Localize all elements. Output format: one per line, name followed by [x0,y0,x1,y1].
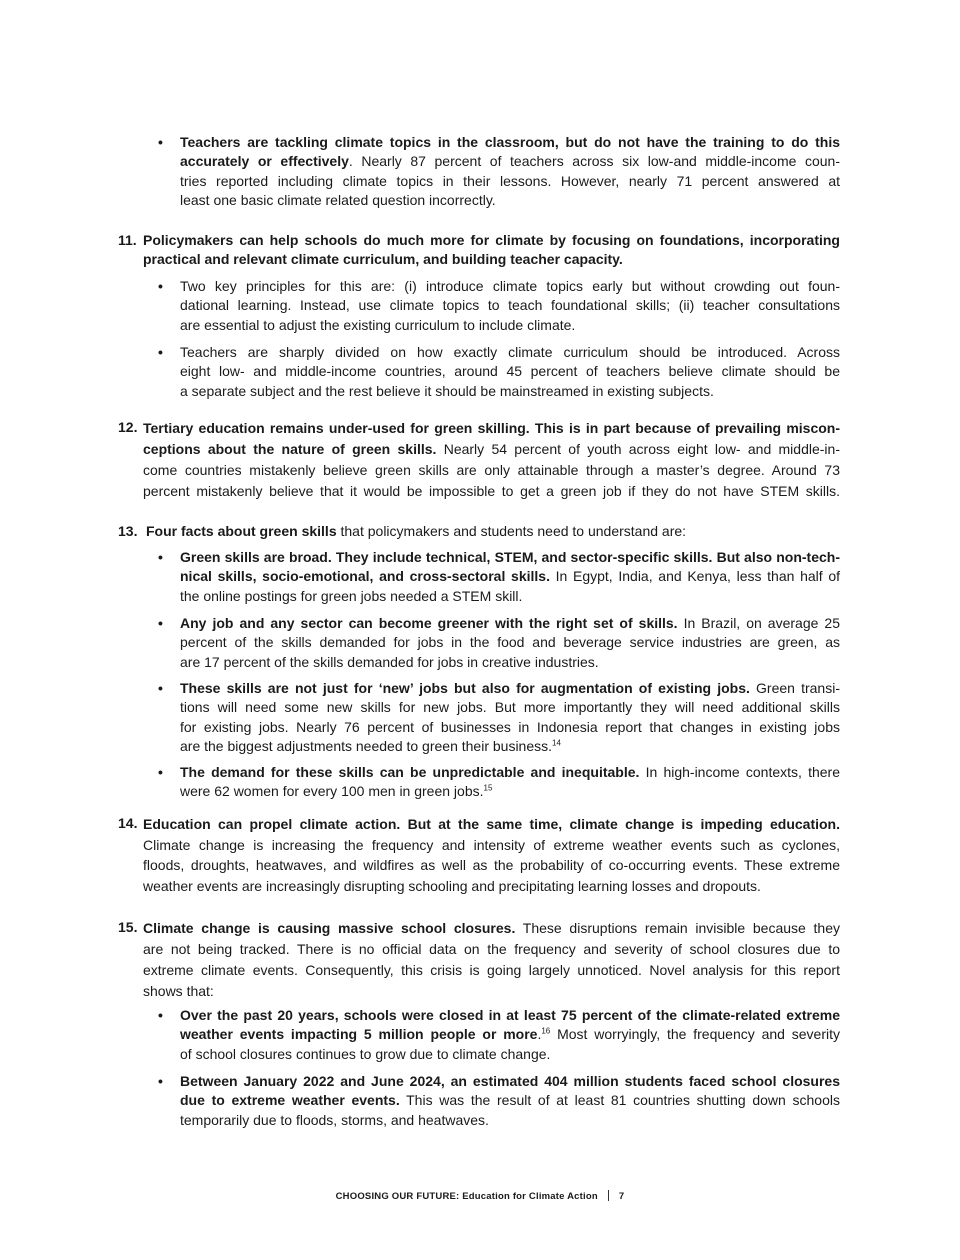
bullet-green-skills-broad [180,548,840,606]
footer-divider [608,1190,609,1201]
text-line: Climate change is causing massive school closures. These disruptions remain invisible because they [143,920,840,936]
page-footer [0,1190,960,1202]
paragraph-14 [143,814,840,897]
bullet-404-million [180,1072,840,1130]
text-line: Education can propel climate action. But at the same time, climate change is impeding education. [143,816,840,832]
text-line: Climate change is increasing the frequency and intensity of extreme weather events such as cyclones, [143,836,840,853]
text-line: accurately or effectively. Nearly 87 percent of teachers across six low-and middle-income coun- [180,153,840,170]
text-line: practical and relevant climate curriculum, and building teacher capacity. [143,251,623,268]
text-line: Tertiary education remains under-used for green skilling. This is in part because of prevailing miscon- [143,420,840,436]
text-line: are the biggest adjustments needed to green their business.$^{14}$ [180,737,561,754]
text-line: temporarily due to floods, storms, and heatwaves. [180,1111,489,1128]
text-line: The demand for these skills can be unpredictable and inequitable. In high-income contexts, there [180,764,841,780]
paragraph-15 [143,918,840,1002]
text-line: a separate subject and the rest believe it should be mainstreamed in existing subjects. [180,382,714,399]
bullet-marker: • [158,134,163,150]
bullet-any-job-greener [180,614,840,672]
text-line: Policymakers can help schools do much more for climate by focusing on foundations, incorporating [143,232,840,248]
text-line: least one basic climate related question incorrectly. [180,191,496,208]
text-line: were 62 women for every 100 men in green jobs.$^{15}$ [180,783,493,800]
bullet-marker: • [158,615,163,631]
bullet-teachers-training [180,133,840,210]
bullet-teachers-divided [180,343,840,401]
text-line: These skills are not just for ‘new’ jobs but also for augmentation of existing jobs. Green transi- [180,680,840,696]
text-line: Two key principles for this are: (i) introduce climate topics early but without crowding out foun- [180,278,840,294]
paragraph-number: 13. [118,523,138,539]
bullet-marker: • [158,344,163,360]
paragraph-number: 12. [118,419,138,435]
text-line: tions will need some new skills for new jobs. But more importantly they will need additional skills [180,699,840,716]
text-line: ceptions about the nature of green skills. Nearly 54 percent of youth across eight low- and middle-in- [143,441,840,457]
text-line: come countries mistakenly believe green skills are only attainable through a master’s degree. Around 73 [143,462,840,478]
paragraph-number: 15. [118,919,138,935]
text-line: due to extreme weather events. This was the result of at least 81 countries shutting down schools [180,1092,840,1109]
footer-title: CHOOSING OUR FUTURE: Education for Climate Action [335,1191,598,1202]
bullet-past-20-years [180,1006,840,1064]
text-line: Four facts about green skills that policymakers and students need to understand are: [146,523,687,539]
text-line: eight low- and middle-income countries, around 45 percent of teachers believe climate should be [180,363,840,380]
bullet-augmentation-jobs [180,679,840,756]
text-line: dational learning. Instead, use climate topics to teach foundational skills; (ii) teacher consultations [180,297,840,314]
paragraph-number: 14. [118,815,138,831]
text-line: Between January 2022 and June 2024, an estimated 404 million students faced school closures [180,1073,840,1089]
text-line: are 17 percent of the skills demanded for jobs in creative industries. [180,653,599,670]
text-line: nical skills, socio-emotional, and cross-sectoral skills. In Egypt, India, and Kenya, less than half of [180,568,840,585]
text-line: Teachers are tackling climate topics in the classroom, but do not have the training to do this [180,134,840,150]
bullet-marker: • [158,1073,163,1089]
paragraph-12 [143,418,840,502]
footnote-ref: 16 [541,1026,551,1036]
text-line: floods, droughts, heatwaves, and wildfires as well as the probability of co-occurring events. These extreme [143,857,840,874]
paragraph-11 [143,231,840,270]
bullet-marker: • [158,764,163,780]
text-line: Green skills are broad. They include technical, STEM, and sector-specific skills. But also non-tech- [180,549,840,565]
bullet-marker: • [158,680,163,696]
text-line: are essential to adjust the existing curriculum to include climate. [180,316,576,333]
bullet-key-principles [180,277,840,335]
paragraph-13 [146,522,840,541]
text-line: extreme climate events. Consequently, this crisis is going largely unnoticed. Novel analysis for this report [143,962,840,978]
footnote-ref: 14 [552,738,561,748]
text-line: are not being tracked. There is no official data on the frequency and severity of school closures due to [143,941,840,957]
paragraph-number: 11. [118,232,137,248]
bullet-marker: • [158,1007,163,1023]
text-line: of school closures continues to grow due to climate change. [180,1045,551,1062]
text-line: percent mistakenly believe that it would be impossible to get a green job if they do not have STEM skills. [143,483,840,499]
text-line: the online postings for green jobs needed a STEM skill. [180,587,523,604]
text-line: for existing jobs. Nearly 76 percent of businesses in Indonesia report that changes in existing jobs [180,718,840,735]
bullet-marker: • [158,549,163,565]
text-line: shows that: [143,983,214,999]
text-line: Over the past 20 years, schools were closed in at least 75 percent of the climate-related extreme [180,1007,840,1023]
text-line: Teachers are sharply divided on how exactly climate curriculum should be introduced. Across [180,344,840,360]
text-line: tries reported including climate topics in their lessons. However, nearly 71 percent answered at [180,172,840,189]
page-number: 7 [618,1191,625,1202]
text-line: weather events impacting 5 million people or more.$^{16}$ Most worryingly, the frequency and severity [180,1026,840,1043]
footnote-ref: 15 [483,783,493,793]
bullet-marker: • [158,278,163,294]
text-line: Any job and any sector can become greener with the right set of skills. In Brazil, on average 25 [180,615,840,631]
text-line: percent of the skills demanded for jobs in the food and beverage service industries are green, as [180,634,840,651]
text-line: weather events are increasingly disrupting schooling and precipitating learning losses and dropouts. [143,878,761,895]
bullet-demand-unpredictable [180,763,840,802]
